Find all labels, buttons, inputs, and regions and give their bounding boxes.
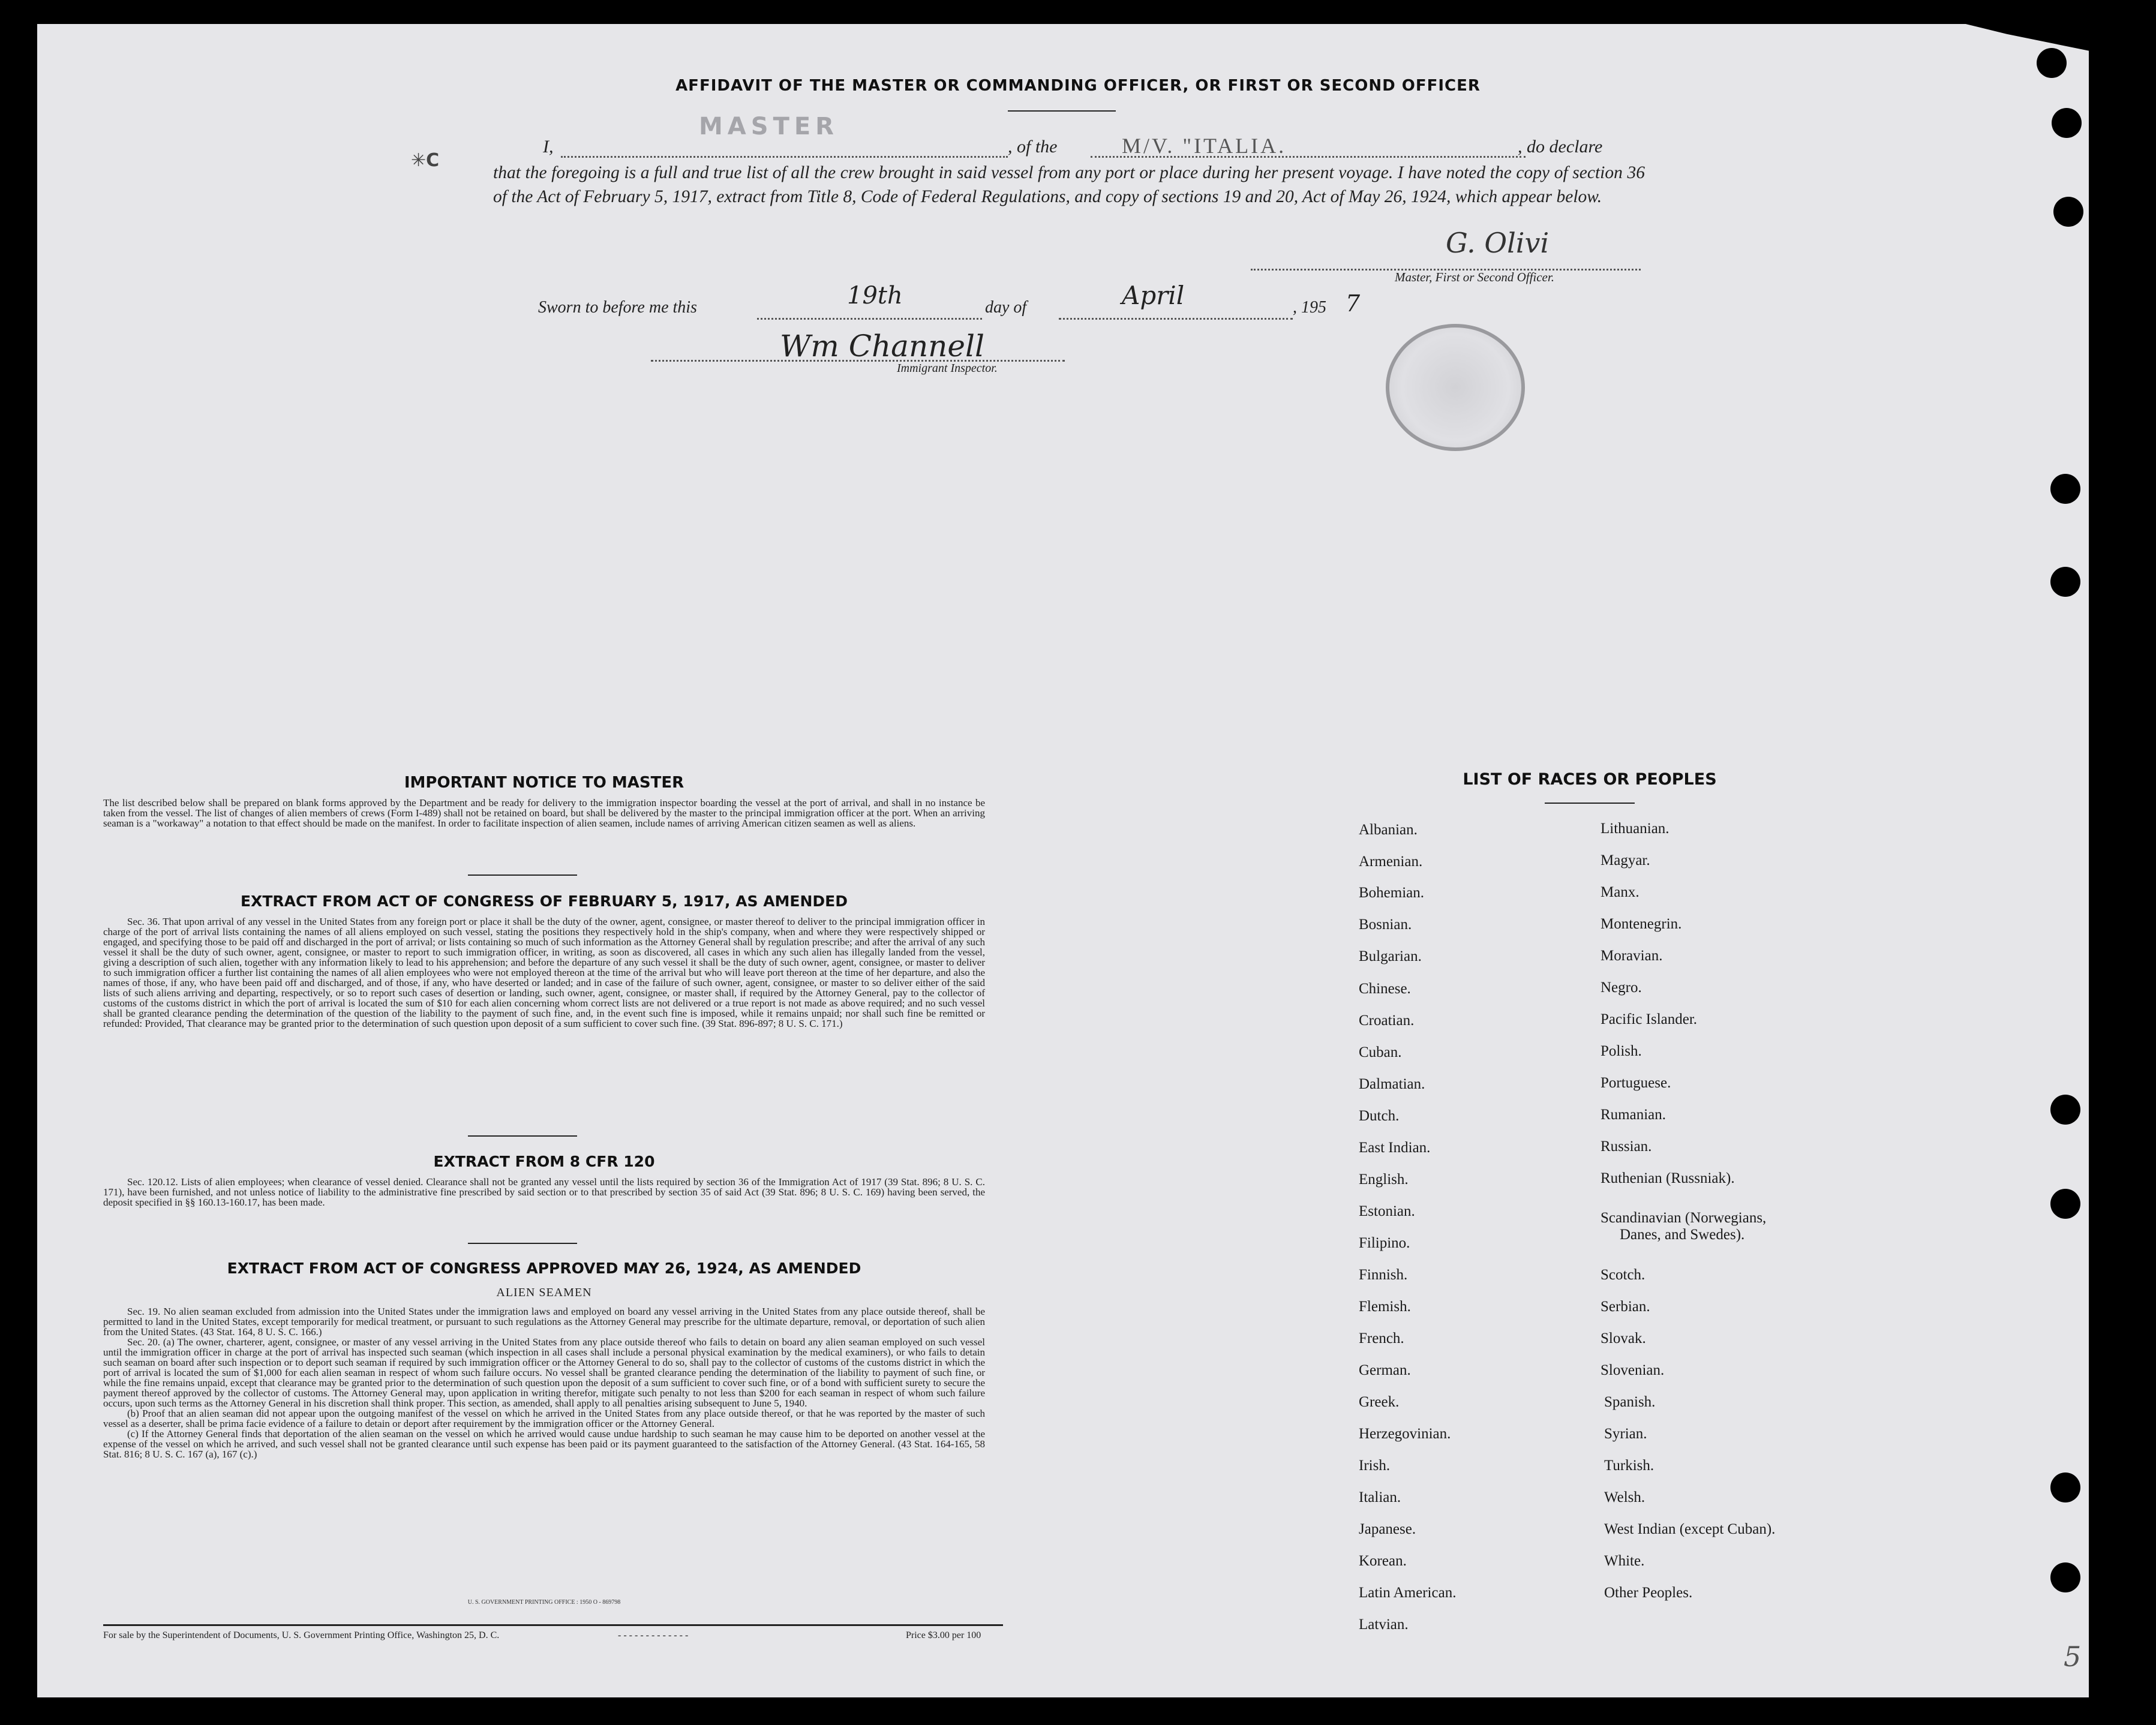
typed-rank: MASTER <box>699 113 839 140</box>
race-item: Polish. <box>1601 1043 1642 1059</box>
race-item: Croatian. <box>1359 1012 1415 1029</box>
extract-1917-text: Sec. 36. That upon arrival of any vessel in the United States from any foreign port or place it shall be the duty of the owner, agent, consignee, or master thereof to deliver to the principal immigration officer in charge of the port of arrival lists containing the names of all aliens employed on such vessel, stating the positions they respectively hold in the ship's company, when and where they were respectively shipped or engaged, and specifying those to be paid off and discharged in the port of arrival; or lists containing so much of such information as the Attorney General shall by regulation prescribe; and after the arrival of any such vessel it shall be the duty of such owner, agent, consignee, or master to report to such immigration officer, in writing, as soon as discovered, all cases in which any such alien has illegally landed from the vessel, giving a description of such alien, together with any information likely to lead to his apprehension; and before the departure of any such vessel it shall be the duty of such owner, agent, consignee, or master to deliver to such immigration officer a further list containing the names of all alien employees who were not employed thereon at the time of the arrival but who will leave port thereon at the time of her departure, and also the names of those, if any, who have been paid off and discharged, and of those, if any, who have deserted or landed; and in case of the failure of such owner, agent, consignee, or master to so deliver either of the said lists of such aliens arriving and departing, respectively, or so to report such cases of desertion or landing, such owner, agent, consignee, or master shall, if required by the Attorney General, pay to the collector of customs of the customs district in which the port of arrival is located the sum of $10 for each alien concerning whom correct lists are not delivered or a true report is not made as above required; and no such vessel shall be granted clearance pending the determination of the question of the liability to the payment of such fine, and, in the event such fine is imposed, while it remains unpaid; nor shall such fine be remitted or refunded: Provided, That clearance may be granted prior to the determination of such question upon deposit of a sum sufficient to cover such fine. (39 Stat. 896-897; 8 U. S. C. 171.) <box>103 916 985 1029</box>
title-rule <box>1008 110 1116 112</box>
day-of-label: day of <box>985 298 1027 317</box>
race-item: Welsh. <box>1604 1489 1645 1505</box>
sworn-label: Sworn to before me this <box>538 298 697 317</box>
sec-20c-text: (c) If the Attorney General finds that deportation of the alien seaman on the vessel on which he arrived would cause undue hardship to such seaman he may cause him to be deported on another vessel at the expense of the vessel on which he arrived, and such vessel shall not be granted clearance until such expense has been paid or its payment guaranteed to the satisfaction of the Attorney General. (43 Stat. 164-165, 58 Stat. 816; 8 U. S. C. 167 (a), 167 (c).) <box>103 1428 985 1460</box>
sworn-day: 19th <box>847 282 903 309</box>
race-item: Chinese. <box>1359 981 1411 997</box>
race-item: Filipino. <box>1359 1235 1410 1251</box>
inspector-signature: Wm Channell <box>780 329 984 363</box>
race-item: Greek. <box>1359 1394 1400 1410</box>
punch-hole <box>2052 108 2082 138</box>
punch-hole <box>2050 567 2080 597</box>
race-item: Ruthenian (Russniak). <box>1601 1170 1735 1186</box>
notice-title: IMPORTANT NOTICE TO MASTER <box>404 774 684 792</box>
extract-1924-title: EXTRACT FROM ACT OF CONGRESS APPROVED MAY 26, 1924, AS AMENDED <box>227 1260 861 1277</box>
stamp-fragment: ✳C <box>411 150 440 171</box>
race-item: Syrian. <box>1604 1426 1647 1442</box>
name-field-line <box>561 156 1008 158</box>
extract-8cfr-text: Sec. 120.12. Lists of alien employees; when clearance of vessel denied. Clearance shall not be granted any vessel until the lists required by section 36 of the Immigration Act of 1917 (39 Stat. 896; 8 U. S. C. 171), have been furnished, and not unless notice of liability to the administrative fine prescribed by said section or to that prescribed by section 35 of said Act (39 Stat. 896; 8 U. S. C. 169) having been served, the deposit specified in §§ 160.13-160.17, has been made. <box>103 1176 985 1208</box>
race-item: Russian. <box>1601 1138 1652 1155</box>
race-item: Bosnian. <box>1359 916 1412 933</box>
punch-hole <box>2050 1472 2080 1502</box>
race-item: Slovak. <box>1601 1330 1646 1347</box>
sec-20a-text: Sec. 20. (a) The owner, charterer, agent, consignee, or master of any vessel arriving in the United States from any place outside thereof who fails to detain on board any alien seaman employed on such vessel until the immigration officer in charge at the port of arrival has inspected such seaman (which inspection in all cases shall include a personal physical examination by the medical examiners), or who fails to detain such seaman on board after such inspection or to deport such seaman if required by such immigration officer or the Attorney General to do so, shall pay to the collector of customs of the customs district in which the port of arrival is located the sum of $1,000 for each alien seaman in respect of whom such failure occurs. No vessel shall be granted clearance pending the determination of the liability to payment of such fine, or while the fine remains unpaid, except that clearance may be granted prior to the determination of such question upon the deposit of a sum sufficient to cover such fine, or of a bond with sufficient surety to secure the payment thereof approved by the collector of customs. The Attorney General may, upon application in writing therefor, mitigate such penalty to not less than $200 for each seaman in respect of whom such failure occurs, upon such terms as the Attorney General in his discretion shall think proper. This section, as amended, shall apply to all penalties arising subsequent to June 5, 1940. <box>103 1336 985 1409</box>
race-item: French. <box>1359 1330 1404 1347</box>
race-item: Latvian. <box>1359 1616 1409 1633</box>
footer-dots: - - - - - - - - - - - - - <box>618 1630 689 1640</box>
divider-rule <box>468 1243 577 1244</box>
punch-hole <box>2037 48 2067 78</box>
race-item: Scandinavian (Norwegians, <box>1601 1210 1767 1226</box>
race-item: West Indian (except Cuban). <box>1604 1521 1776 1537</box>
footer-price: Price $3.00 per 100 <box>906 1630 981 1640</box>
race-item: Finnish. <box>1359 1267 1408 1283</box>
race-item: Korean. <box>1359 1553 1407 1569</box>
race-item: English. <box>1359 1171 1409 1188</box>
master-signature: G. Olivi <box>1446 227 1550 259</box>
divider-rule <box>468 874 577 876</box>
race-item: Danes, and Swedes). <box>1620 1227 1745 1243</box>
race-item: Moravian. <box>1601 948 1663 964</box>
extract-1917-title: EXTRACT FROM ACT OF CONGRESS OF FEBRUARY 5, 1917, AS AMENDED <box>240 892 848 910</box>
race-item: Negro. <box>1601 979 1642 996</box>
i-label: I, <box>543 137 554 157</box>
race-item: Serbian. <box>1601 1299 1650 1315</box>
race-item: Bulgarian. <box>1359 948 1422 964</box>
race-item: Albanian. <box>1359 822 1418 838</box>
extract-8cfr-title: EXTRACT FROM 8 CFR 120 <box>433 1153 655 1170</box>
race-item: Scotch. <box>1601 1267 1645 1283</box>
race-item: Herzegovinian. <box>1359 1426 1451 1442</box>
race-item: Portuguese. <box>1601 1075 1671 1091</box>
punch-hole <box>2050 1562 2080 1592</box>
race-item: Latin American. <box>1359 1585 1457 1601</box>
punch-hole <box>2050 474 2080 504</box>
printing-office-line: U. S. GOVERNMENT PRINTING OFFICE : 1950 O - 869798 <box>467 1599 621 1606</box>
inspector-line <box>651 360 1065 362</box>
race-item: Magyar. <box>1601 852 1650 868</box>
sec-19-text: Sec. 19. No alien seaman excluded from admission into the United States under the immigration laws and employed on board any vessel arriving in the United States from any place outside thereof, shall be permitted to land in the United States, except temporarily for medical treatment, or pursuant to such regulations as the Attorney General may prescribe for the ultimate departure, removal, or deportation of such alien from the United States. (43 Stat. 164, 8 U. S. C. 166.) <box>103 1306 985 1338</box>
punch-hole <box>2050 1189 2080 1219</box>
race-item: Lithuanian. <box>1601 821 1669 837</box>
signature-caption: Master, First or Second Officer. <box>1395 270 1554 284</box>
year-suffix: 7 <box>1346 290 1361 317</box>
punch-hole <box>2050 1095 2080 1125</box>
race-item: Rumanian. <box>1601 1107 1666 1123</box>
do-declare-label: , do declare <box>1518 137 1603 157</box>
race-item: Japanese. <box>1359 1521 1416 1537</box>
sec-20b-text: (b) Proof that an alien seaman did not appear upon the outgoing manifest of the vessel on which he arrived in the United States from any place outside thereof, or that he was reported by the master of such vessel as a deserter, shall be prima facie evidence of a failure to detain or deport after requirement by the immigration officer or the Attorney General. <box>103 1408 985 1429</box>
races-rule <box>1545 803 1635 804</box>
affidavit-title: AFFIDAVIT OF THE MASTER OR COMMANDING OFFICER, OR FIRST OR SECOND OFFICER <box>675 77 1481 95</box>
race-item: Italian. <box>1359 1489 1401 1505</box>
vessel-name: M/V. "ITALIA. <box>1122 134 1287 158</box>
official-seal-stamp <box>1386 324 1525 451</box>
page-mark: 5 <box>2064 1640 2082 1673</box>
race-item: Spanish. <box>1604 1394 1656 1410</box>
race-item: Pacific Islander. <box>1601 1011 1698 1027</box>
of-the-label: , of the <box>1008 137 1058 157</box>
footer-rule <box>103 1624 1003 1626</box>
race-item: Bohemian. <box>1359 885 1425 901</box>
divider-rule <box>468 1135 577 1137</box>
race-item: Montenegrin. <box>1601 916 1682 932</box>
notice-text: The list described below shall be prepared on blank forms approved by the Department and be ready for delivery to the immigration inspector boarding the vessel at the port of arrival, and shall in no instance be taken from the vessel. The list of changes of alien members of crews (Form I-489) shall not be retained on board, but shall be delivered by the master to the principal immigration officer at the port. When an arriving seaman is a "workaway" a notation to that effect should be made on the manifest. In order to facilitate inspection of alien seamen, include names of arriving American citizen seamen as well as aliens. <box>103 797 985 829</box>
extract-1924-body <box>103 1306 985 1459</box>
year-prefix: , 195 <box>1293 298 1326 317</box>
footer-left: For sale by the Superintendent of Documents, U. S. Government Printing Office, Washington 25, D. C. <box>103 1630 500 1640</box>
race-item: East Indian. <box>1359 1140 1431 1156</box>
alien-seamen-subtitle: ALIEN SEAMEN <box>496 1286 592 1299</box>
race-item: Estonian. <box>1359 1203 1415 1219</box>
race-item: German. <box>1359 1362 1411 1378</box>
punch-hole <box>2053 197 2083 227</box>
race-item: Cuban. <box>1359 1044 1402 1060</box>
race-item: Dutch. <box>1359 1108 1400 1124</box>
races-title: LIST OF RACES OR PEOPLES <box>1463 770 1717 789</box>
sworn-month: April <box>1122 281 1185 310</box>
race-item: Irish. <box>1359 1457 1391 1474</box>
race-item: White. <box>1604 1553 1645 1569</box>
race-item: Manx. <box>1601 884 1639 900</box>
race-item: Slovenian. <box>1601 1362 1665 1378</box>
race-item: Armenian. <box>1359 854 1423 870</box>
race-item: Dalmatian. <box>1359 1076 1425 1092</box>
race-item: Flemish. <box>1359 1299 1411 1315</box>
affidavit-body: that the foregoing is a full and true list of all the crew brought in said vessel from any port or place during her present voyage. I have noted the copy of section 36 of the Act of February 5, 1917, extract from Title 8, Code of Federal Regulations, and copy of sections 19 and 20, Act of May 26, 1924, which appear below. <box>493 163 1645 206</box>
race-item: Other Peoples. <box>1604 1585 1693 1601</box>
month-field-line <box>1059 318 1293 320</box>
race-item: Turkish. <box>1604 1457 1654 1474</box>
inspector-caption: Immigrant Inspector. <box>897 362 998 375</box>
day-field-line <box>757 318 982 320</box>
